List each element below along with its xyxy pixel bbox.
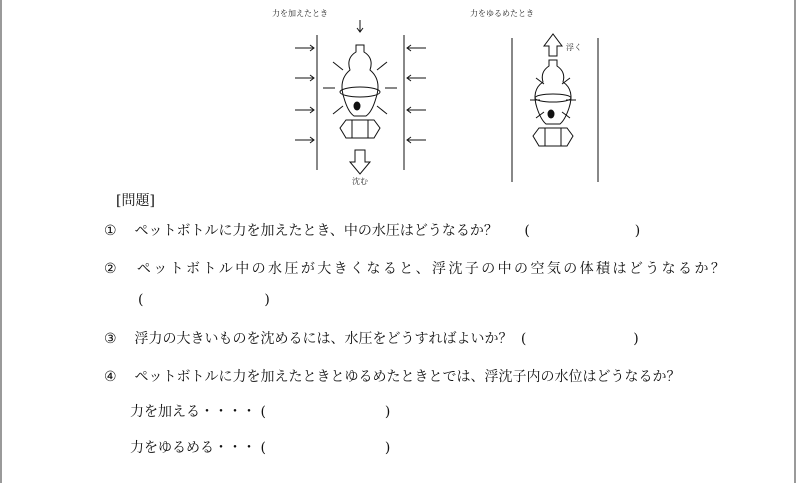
question-text: ペットボトルに力を加えたときとゆるめたときとでは、浮沈子内の水位はどうなるか？ [134,369,681,385]
answer-open-paren: ( [524,223,530,239]
answer-close-paren: ) [633,331,639,347]
question-number: ④ [104,369,117,385]
question-text: 浮力の大きいものを沈めるには、水圧をどうすればよいか？ [134,331,513,347]
diagram-illustration [0,0,796,190]
question-number: ① [104,223,117,239]
question-text: ペットボトル中の水圧が大きくなると、浮沈子の中の空気の体積はどうなるか？ [136,261,728,277]
answer-close-paren: ) [384,404,391,420]
question-2 [104,258,727,278]
left-outside-arrows-right [407,45,426,143]
answer-open-paren: ( [520,331,527,347]
answer-close-paren: ) [634,223,641,239]
question-4 [104,366,680,386]
question-number: ③ [104,331,117,347]
answer-open-paren: ( [260,404,266,420]
float-arrow [544,34,562,56]
answer-release-force [130,437,390,457]
question-1 [104,220,640,240]
left-diver-weight [340,120,380,138]
sink-arrow [350,150,370,174]
answer-apply-force [130,401,390,421]
right-figure-caption: 力をゆるめたとき [470,9,534,18]
answer-close-paren: ) [384,440,391,456]
answer-open-paren: ( [138,292,144,308]
answer-close-paren: ) [264,292,270,308]
float-label: 浮く [566,43,582,52]
question-text: ペットボトルに力を加えたとき、中の水圧はどうなるか？ [134,223,498,239]
right-diver-weight [533,128,573,146]
question-3 [104,328,639,348]
question-number: ② [104,261,117,277]
question-2-answer [138,292,270,308]
left-figure-caption: 力を加えたとき [272,9,328,18]
sink-label: 沈む [352,177,368,186]
section-title: [問題] [116,193,155,209]
answer-label: 力を加える・・・・ [130,404,256,420]
answer-open-paren: ( [260,440,266,456]
answer-label: 力をゆるめる・・・ [130,440,256,456]
left-outside-arrows-left [295,45,314,143]
diver-diagram [0,0,796,190]
